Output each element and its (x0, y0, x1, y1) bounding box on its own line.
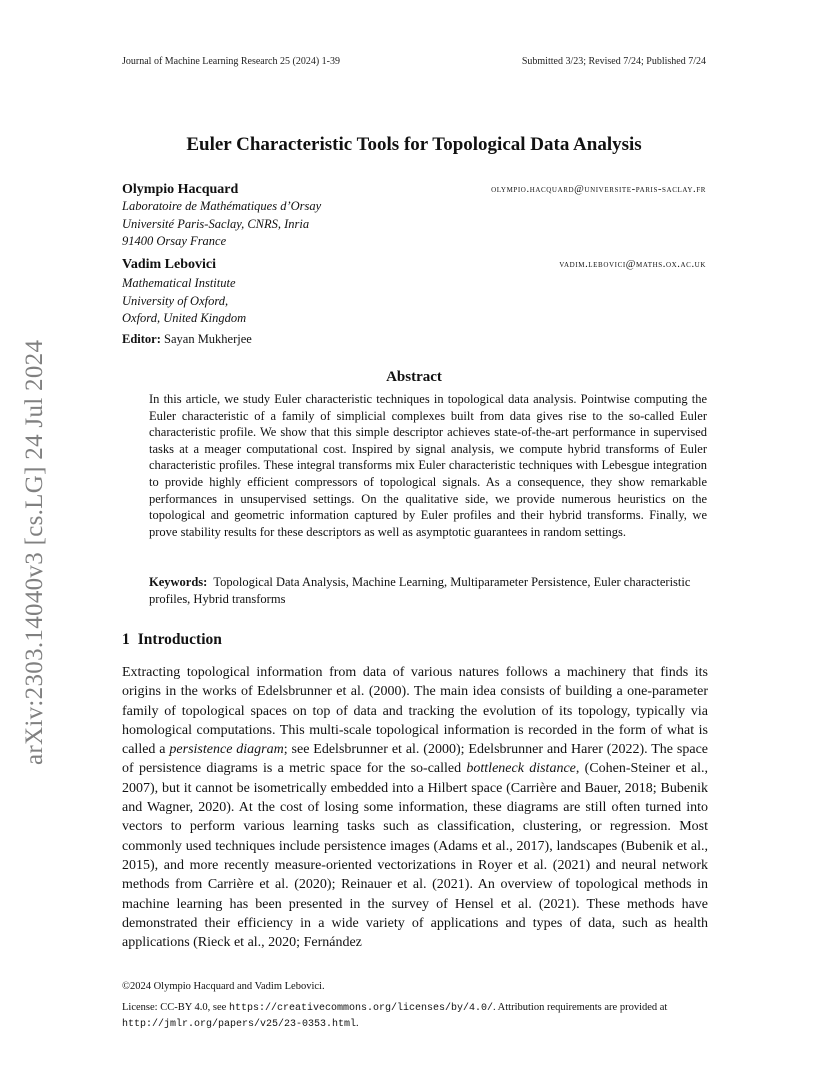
abstract-text: In this article, we study Euler characteristic techniques in topological data analysis. Pointwise computing the Euler characteristic of a family of simplicial complexes built from data gives rise to the so-called Euler characteristic profile. We show that this simple descriptor achieves state-of-the-art performance in supervised tasks at a meager computational cost. Inspired by signal analysis, we compute hybrid transforms of Euler characteristic profiles. These integral transforms mix Euler characteristic techniques with Lebesgue integration to provide highly efficient compressors of topological signals. As a consequence, they show remarkable performances in unsupervised settings. On the qualitative side, we provide numerous heuristics on the topological and geometric information captured by Euler profiles and their hybrid transforms. Finally, we prove stability results for these descriptors as well as asymptotic guarantees in random settings. (149, 392, 707, 539)
author-affiliation-1 (122, 198, 321, 251)
license-notice (122, 1001, 708, 1032)
paper-title: Euler Characteristic Tools for Topological Data Analysis (186, 134, 642, 155)
affiliation-line: University of Oxford, (122, 293, 229, 308)
submission-dates: Submitted 3/23; Revised 7/24; Published 7/24 (521, 56, 706, 67)
abstract-heading: Abstract (386, 369, 442, 385)
keywords (149, 574, 709, 608)
author-affiliation-2 (122, 275, 246, 328)
author-email-1[interactable]: olympio.hacquard@universite-paris-saclay.fr (491, 184, 706, 195)
journal-header: Journal of Machine Learning Research 25 (2024) 1-39 (122, 56, 340, 67)
affiliation-line: 91400 Orsay France (122, 234, 227, 248)
copyright-notice: ©2024 Olympio Hacquard and Vadim Lebovici. (122, 981, 325, 992)
author-email-2[interactable]: vadim.lebovici@maths.ox.ac.uk (559, 259, 706, 270)
arxiv-stamp: arXiv:2303.14040v3 [cs.LG] 24 Jul 2024 (21, 339, 48, 765)
keywords-label: Keywords: (149, 575, 208, 589)
editor-line (122, 332, 252, 347)
author-name-2: Vadim Lebovici (122, 257, 216, 272)
affiliation-line: Laboratoire de Mathématiques d’Orsay (122, 199, 322, 213)
license-text: . (356, 1017, 359, 1029)
introduction-paragraph (122, 663, 708, 952)
section-title: Introduction (137, 631, 222, 648)
editor-label: Editor: (122, 332, 161, 346)
paper-link[interactable]: http://jmlr.org/papers/v25/23-0353.html (122, 1018, 357, 1030)
intro-text: ; see Edelsbrunner et al. (2000); Edelsbrunner and Harer (2022). The space of persistence diagrams is a metric space for the so-called (122, 742, 708, 777)
section-number: 1 (122, 631, 130, 648)
section-heading (122, 631, 222, 649)
intro-emphasis: persistence diagram (169, 742, 284, 758)
license-text: . Attribution requirements are provided at (492, 1002, 668, 1013)
intro-text: Extracting topological information from data of various natures follows a machinery that finds its origins in the works of Edelsbrunner et al. (2000). The main idea consists of building a one-parameter family of topological spaces on top of data and tracking the evolution of its topology, typically via homological computations. This multi-scale topological information is recorded in the form of what is called a (122, 665, 708, 758)
author-name-1: Olympio Hacquard (122, 182, 239, 197)
intro-emphasis: bottleneck distance (466, 761, 576, 777)
affiliation-line: Oxford, United Kingdom (122, 311, 247, 325)
keywords-text: Topological Data Analysis, Machine Learning, Multiparameter Persistence, Euler characteristic profiles, Hybrid transforms (149, 575, 691, 606)
license-link[interactable]: https://creativecommons.org/licenses/by/4.0/ (228, 1003, 493, 1014)
license-text: License: CC-BY 4.0, see (122, 1002, 229, 1013)
editor-name: Sayan Mukherjee (164, 332, 252, 346)
affiliation-line: Mathematical Institute (122, 276, 236, 290)
intro-text: , (Cohen-Steiner et al., 2007), but it cannot be isometrically embedded into a Hilbert space (Carrière and Bauer, 2018; Bubenik and Wagner, 2020). At the cost of losing some information, these diagrams are still often turned into vectors to perform various learning tasks such as classification, clustering, or regression. Most commonly used techniques include persistence images (Adams et al., 2017), landscapes (Bubenik et al., 2015), and more recently measure-oriented vectorizations in Royer et al. (2021) and neural network methods from Carrière et al. (2020); Reinauer et al. (2021). An overview of topological methods in machine learning has been presented in the survey of Hensel et al. (2021). These methods have demonstrated their efficiency in a wide variety of applications and types of data, such as health applications (Rieck et al., 2020; Fernández (122, 761, 708, 951)
affiliation-line: Université Paris-Saclay, CNRS, Inria (122, 216, 310, 231)
